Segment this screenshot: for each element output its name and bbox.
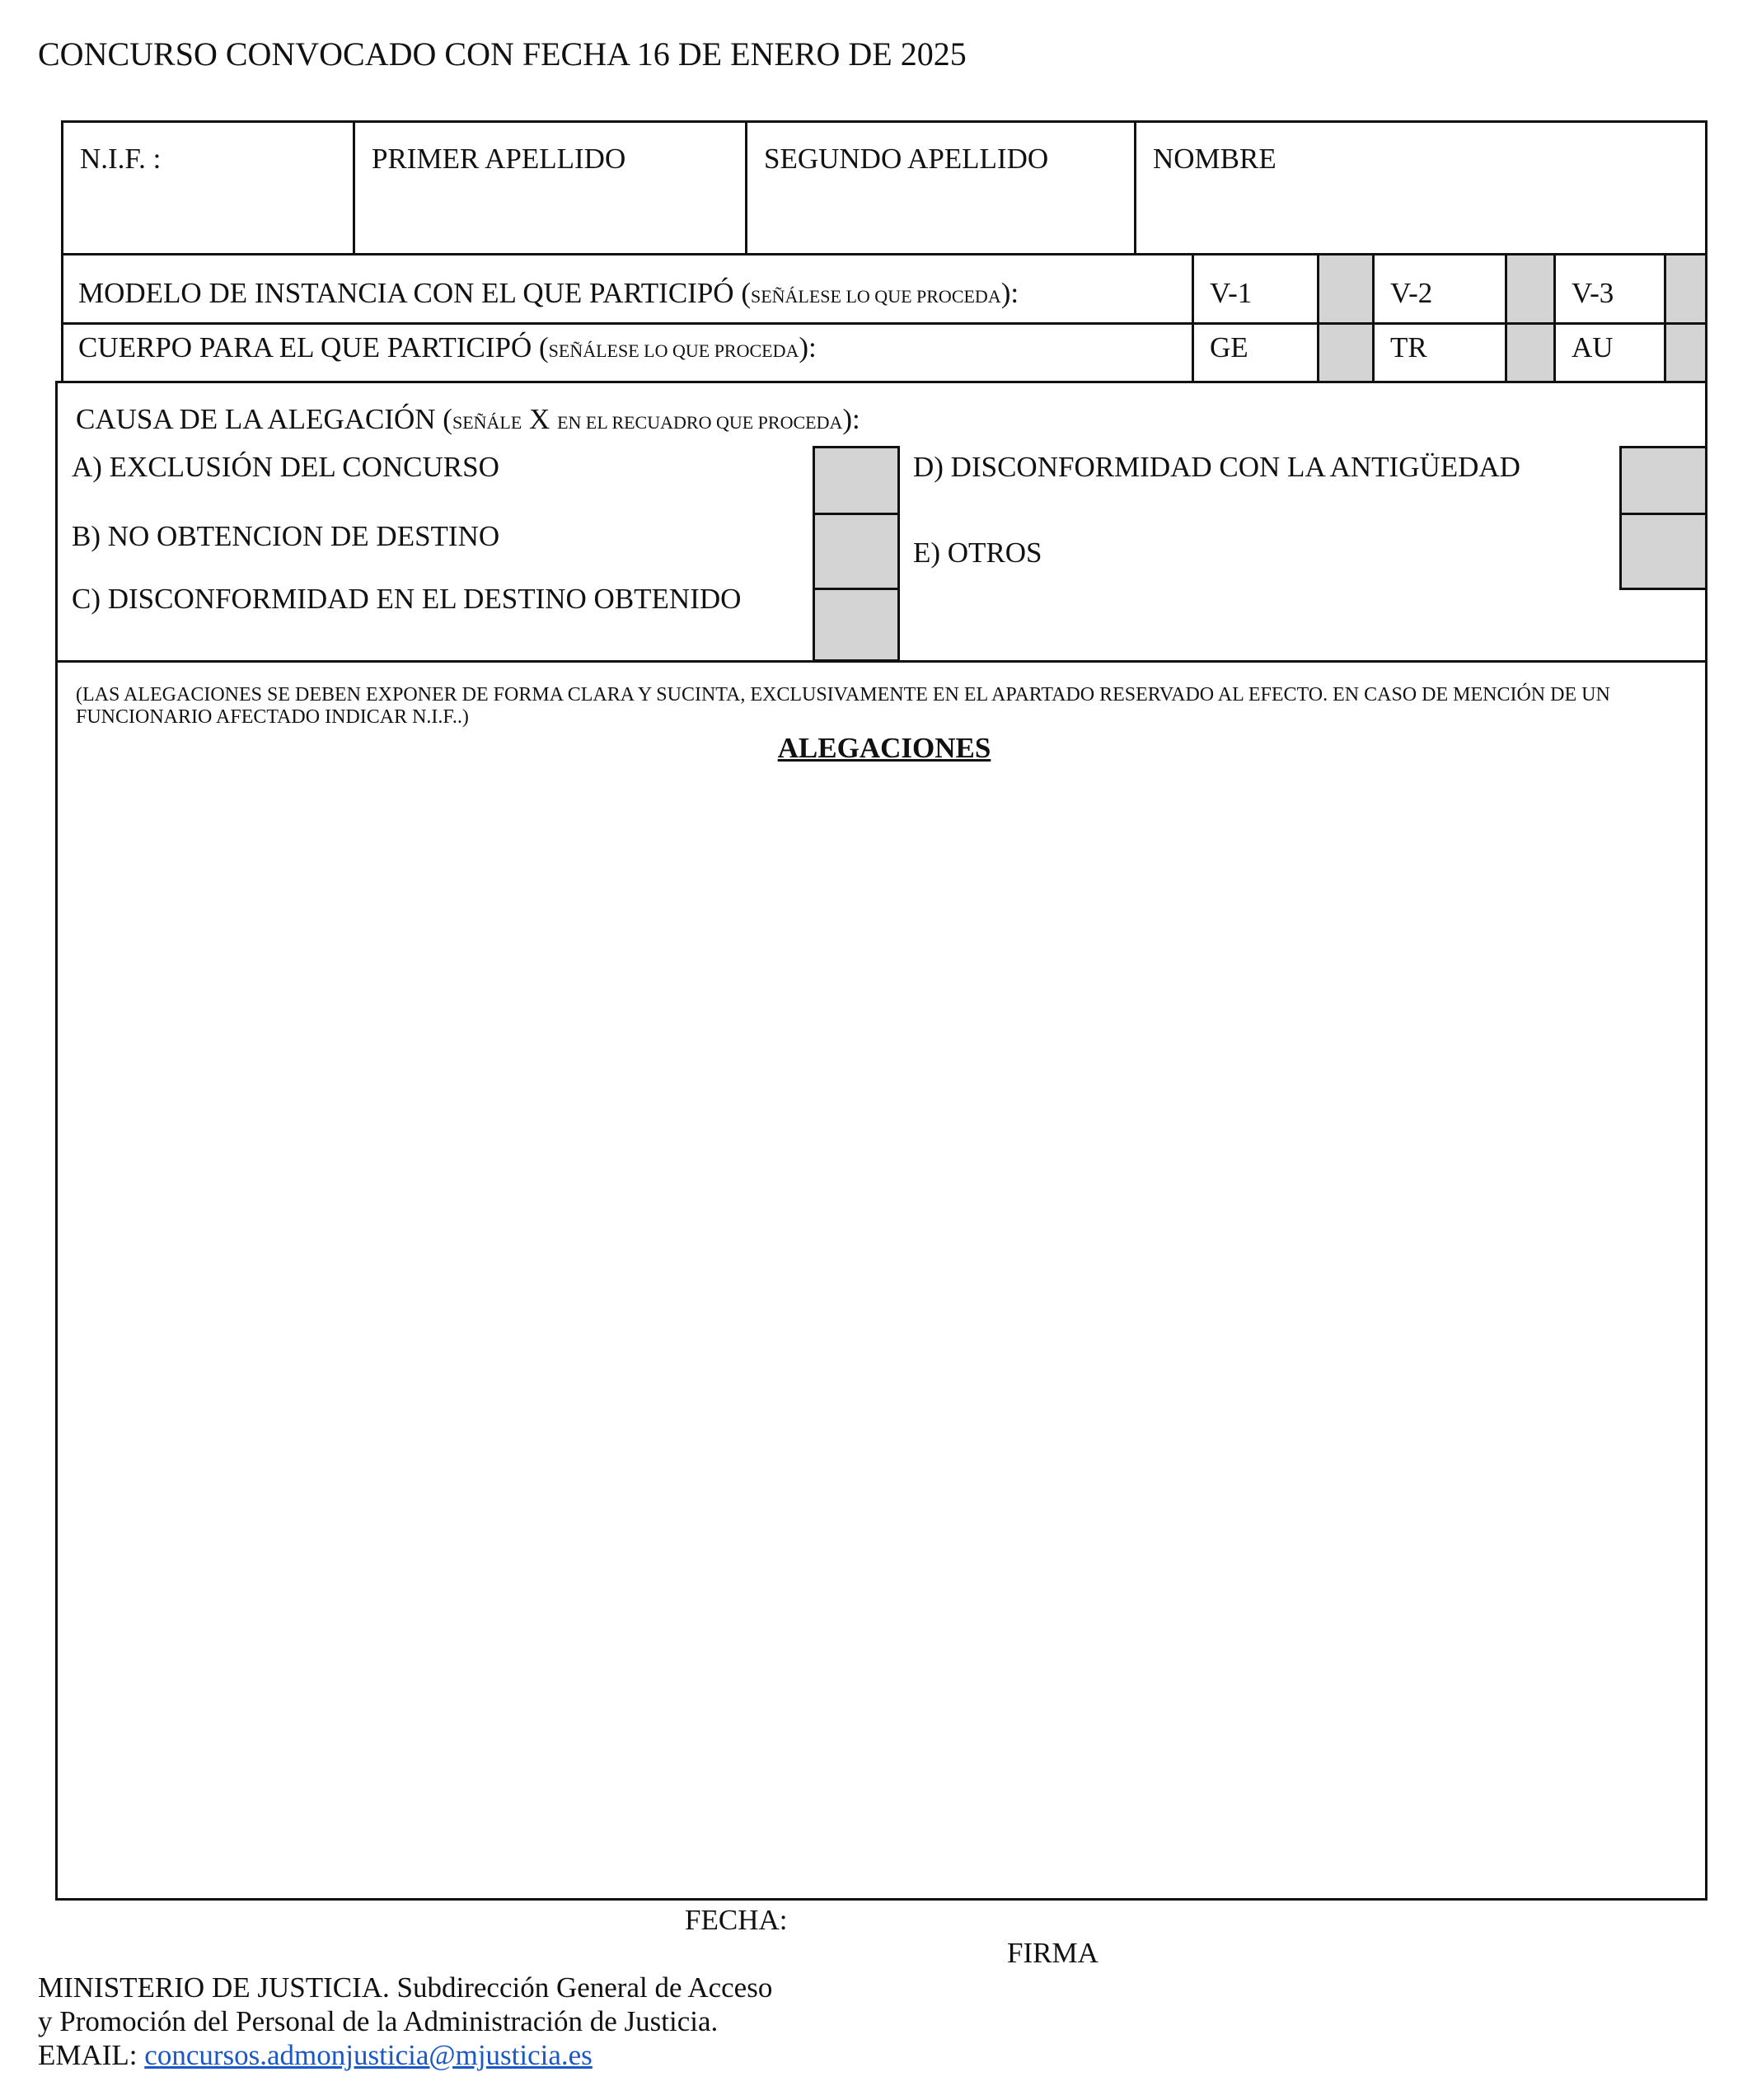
checkbox-ge[interactable] <box>1319 325 1372 381</box>
option-d-label: D) DISCONFORMIDAD CON LA ANTIGÜEDAD <box>913 451 1520 483</box>
checkbox-tr[interactable] <box>1507 325 1553 381</box>
cuerpo-label: CUERPO PARA EL QUE PARTICIPÓ (SEÑÁLESE LO QUE PROCEDA): <box>78 331 817 363</box>
option-b-label: B) NO OBTENCION DE DESTINO <box>72 520 500 552</box>
segundo-apellido-field[interactable]: SEGUNDO APELLIDO <box>764 143 1049 175</box>
nombre-field[interactable]: NOMBRE <box>1153 143 1277 175</box>
primer-apellido-field[interactable]: PRIMER APELLIDO <box>372 143 626 175</box>
checkbox-au[interactable] <box>1666 325 1705 381</box>
option-au: AU <box>1572 331 1614 363</box>
footer-line-2: y Promoción del Personal de la Administración de Justicia. <box>38 2005 719 2037</box>
option-e-label: E) OTROS <box>913 537 1042 569</box>
checkbox-e[interactable] <box>1619 513 1707 590</box>
option-a-label: A) EXCLUSIÓN DEL CONCURSO <box>72 451 499 483</box>
personal-data-row <box>61 120 1707 255</box>
checkbox-c[interactable] <box>813 588 900 662</box>
option-c-label: C) DISCONFORMIDAD EN EL DESTINO OBTENIDO <box>72 583 742 615</box>
page-title: CONCURSO CONVOCADO CON FECHA 16 DE ENERO DE 2025 <box>38 35 967 73</box>
email-link[interactable]: concursos.admonjusticia@mjusticia.es <box>144 2039 593 2071</box>
alegaciones-heading: ALEGACIONES <box>777 732 991 764</box>
checkbox-v2[interactable] <box>1507 255 1553 322</box>
option-v3: V-3 <box>1572 277 1614 309</box>
footer-email: EMAIL: concursos.admonjusticia@mjusticia.es <box>38 2039 593 2071</box>
footer-line-1: MINISTERIO DE JUSTICIA. Subdirección General de Acceso <box>38 1971 773 2004</box>
checkbox-v1[interactable] <box>1319 255 1372 322</box>
checkbox-d[interactable] <box>1619 446 1707 515</box>
checkbox-b[interactable] <box>813 513 900 590</box>
modelo-cuerpo-table <box>61 253 1707 383</box>
firma-label: FIRMA <box>1007 1937 1099 1969</box>
option-ge: GE <box>1210 331 1248 363</box>
nif-field[interactable]: N.I.F. : <box>80 143 162 175</box>
fecha-label: FECHA: <box>685 1904 788 1936</box>
option-tr: TR <box>1390 331 1427 363</box>
causa-label: CAUSA DE LA ALEGACIÓN (SEÑÁLE X EN EL RECUADRO QUE PROCEDA): <box>76 403 860 435</box>
option-v1: V-1 <box>1210 277 1253 309</box>
modelo-label: MODELO DE INSTANCIA CON EL QUE PARTICIPÓ (SEÑÁLESE LO QUE PROCEDA): <box>78 277 1019 309</box>
alegaciones-box[interactable] <box>55 660 1707 1901</box>
alegaciones-note: (LAS ALEGACIONES SE DEBEN EXPONER DE FORMA CLARA Y SUCINTA, EXCLUSIVAMENTE EN EL APARTADO RESERVADO AL EFECTO. EN CASO DE MENCIÓN DE UN FUNCIONARIO AFECTADO INDICAR N.I.F..) <box>76 684 1610 728</box>
checkbox-v3[interactable] <box>1666 255 1705 322</box>
checkbox-a[interactable] <box>813 446 900 515</box>
option-v2: V-2 <box>1390 277 1433 309</box>
